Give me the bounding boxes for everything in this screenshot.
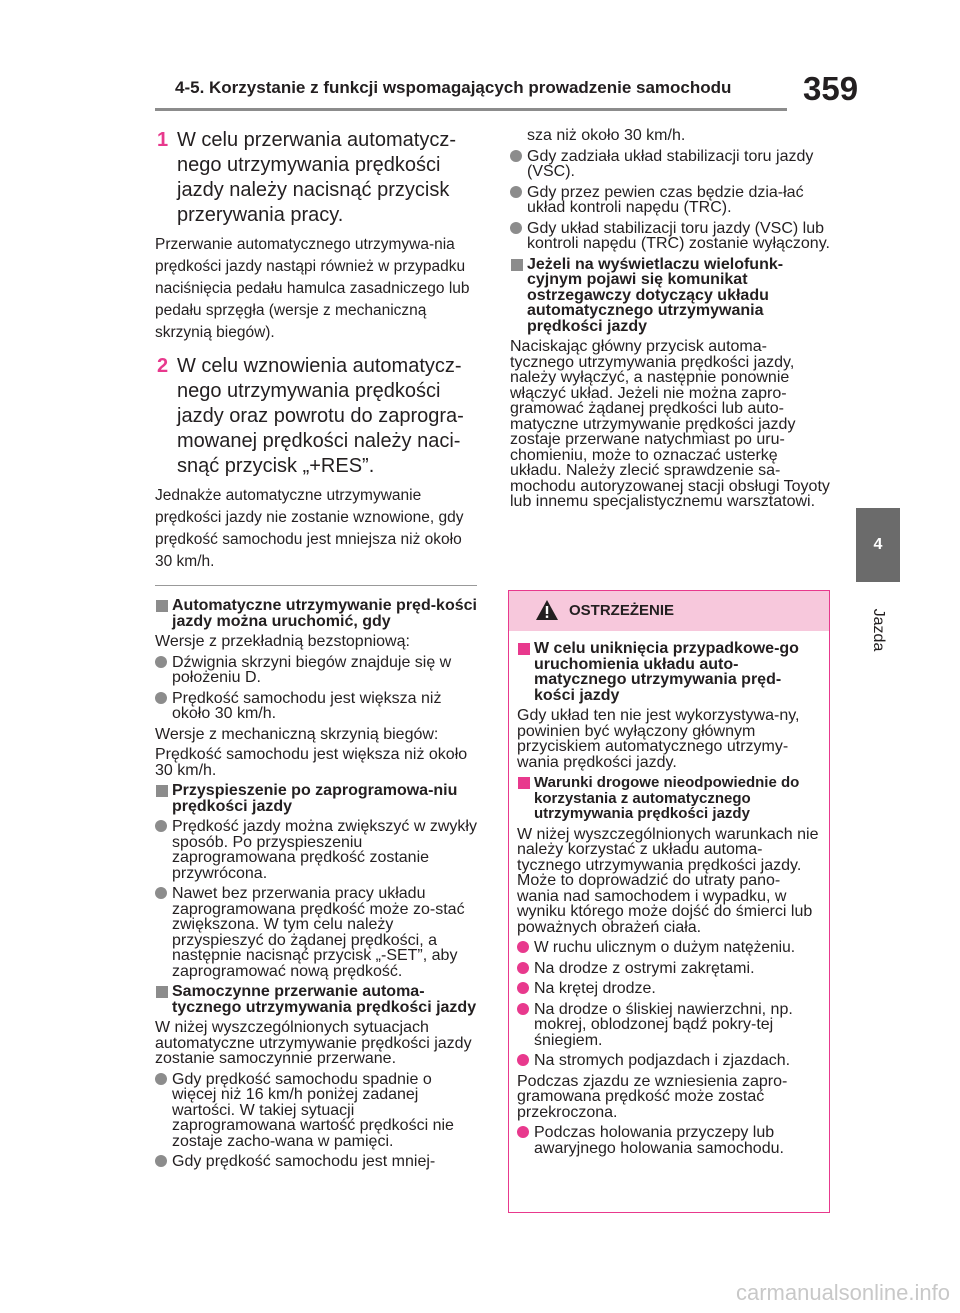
bullet-icon	[510, 186, 522, 198]
list-item	[155, 1072, 477, 1150]
bullet-icon	[155, 887, 167, 899]
section-title: Automatyczne utrzymywanie pręd-kości jazdy można uruchomić, gdy	[172, 597, 477, 630]
paragraph: W niżej wyszczególnionych warunkach nie należy korzystać z układu automa-tycznego utrzymywania prędkości jazdy. Może to doprowadzić do utraty pano-wania nad samochodem i wypadku, w wyniku którego może dojść do śmierci lub poważnych obrażeń ciała.	[517, 825, 819, 936]
list-item-text: W ruchu ulicznym o dużym natężeniu.	[534, 939, 796, 956]
section-title: Jeżeli na wyświetlaczu wielofunk-cyjnym pojawi się komunikat ostrzegawczy dotyczący układu automatycznego utrzymywania prędkości jazdy	[527, 255, 784, 335]
step-number: 1	[157, 129, 169, 151]
list-item-text: Dźwignia skrzyni biegów znajduje się w położeniu D.	[172, 653, 452, 686]
chapter-label-text: Jazda	[870, 608, 887, 652]
bullet-icon	[155, 692, 167, 704]
list-item	[510, 185, 830, 216]
section-heading	[155, 598, 477, 629]
list-item	[155, 691, 477, 722]
list-item-text: Prędkość jazdy można zwiększyć w zwykły sposób. Po przyspieszeniu zaprogramowana prędkość zostanie przywrócona.	[172, 818, 477, 882]
list-item-text: Na krętej drodze.	[534, 980, 656, 997]
list-item	[517, 1053, 821, 1069]
paragraph: W niżej wyszczególnionych sytuacjach automatyczne utrzymywanie prędkości jazdy zostanie samoczynnie przerwane.	[155, 1019, 472, 1067]
list-item-text: Prędkość samochodu jest większa niż około 30 km/h.	[172, 689, 442, 722]
step-note: Jednakże automatyczne utrzymywanie prędkości jazdy nie zostanie wznowione, gdy prędkość samochodu jest mniejsza niż około 30 km/h.	[155, 487, 464, 570]
running-header: 4-5. Korzystanie z funkcji wspomagających prowadzenie samochodu	[175, 78, 732, 97]
page-number: 359	[803, 70, 859, 107]
paragraph: Gdy układ ten nie jest wykorzystywa-ny, powinien być wyłączony głównym przyciskiem automatycznego utrzymy-wania prędkości jazdy.	[517, 707, 800, 771]
square-bullet-icon	[156, 785, 168, 797]
section-title: W celu uniknięcia przypadkowe-go uruchomienia układu auto-matycznego utrzymywania pręd-kości jazdy	[534, 640, 799, 704]
square-bullet-icon	[511, 259, 523, 271]
list-item	[155, 655, 477, 686]
header-rule	[155, 108, 787, 111]
paragraph: Prędkość samochodu jest większa niż około 30 km/h.	[155, 746, 468, 779]
bullet-icon	[155, 1155, 167, 1167]
step-2	[155, 354, 477, 479]
bullet-icon	[155, 1073, 167, 1085]
paragraph: Podczas zjazdu ze wzniesienia zapro-gramowana prędkość może zostać przekroczona.	[517, 1072, 788, 1121]
warning-title: OSTRZEŻENIE	[569, 602, 675, 619]
step-text: W celu wznowienia automatycz-nego utrzymywania prędkości jazdy oraz powrotu do zaprogra-mowanej prędkości należy naci-snąć przycisk „+RES”.	[177, 355, 464, 477]
left-column	[155, 128, 477, 1175]
square-bullet-icon	[518, 643, 530, 655]
step-number: 2	[157, 355, 169, 377]
list-item	[517, 1125, 821, 1156]
bullet-icon	[517, 1126, 529, 1138]
bullet-icon	[510, 222, 522, 234]
section-title: Przyspieszenie po zaprogramowa-niu prędkości jazdy	[172, 782, 458, 815]
list-item-text: Gdy układ stabilizacji toru jazdy (VSC) lub kontroli napędu (TRC) zostanie wyłączony.	[527, 219, 830, 252]
square-bullet-icon	[156, 986, 168, 998]
list-item	[517, 1002, 821, 1049]
chapter-tab[interactable]: 4	[856, 508, 900, 582]
list-item-text: Nawet bez przerwania pracy układu zaprogramowana prędkość może zo-stać zwiększona. W tym celu należy przyspieszyć do żądanej prędkości, a następnie nacisnąć przycisk „-SET”, aby zaprogramować nową prędkość.	[172, 885, 465, 980]
section-heading	[517, 775, 821, 822]
warning-icon	[535, 599, 559, 621]
section-heading	[517, 641, 821, 703]
bullet-icon	[517, 1003, 529, 1015]
list-item-text: Na drodze o śliskiej nawierzchni, np. mokrej, oblodzonej bądź pokry-tej śniegiem.	[534, 1000, 793, 1049]
step-note: Przerwanie automatycznego utrzymywa-nia prędkości jazdy nastąpi również w przypadku naciśnięcia pedału hamulca zasadniczego lub pedału sprzęgła (wersje z mechaniczną skrzynią biegów).	[155, 236, 470, 341]
paragraph: Naciskając główny przycisk automa-tycznego utrzymywania prędkości jazdy, należy wyłączyć, a następnie ponownie włączyć układ. Jeżeli nie można zapro-gramować żądanej prędkości lub auto-matyczne utrzymywanie prędkości jazdy zostaje przerwane natychmiast po uru-chomieniu, może to oznaczać usterkę układu. Należy zlecić sprawdzenie sa-mochodu autoryzowanej stacji obsługi Toyoty lub innemu specjalistycznemu warsztatowi.	[510, 338, 830, 510]
right-column	[510, 128, 830, 515]
section-divider	[155, 585, 477, 586]
step-text: W celu przerwania automatycz-nego utrzymywania prędkości jazdy należy nacisnąć przycisk przerywania pracy.	[177, 129, 456, 226]
section-title: Samoczynne przerwanie automa-tycznego utrzymywania prędkości jazdy	[172, 983, 477, 1016]
paragraph-continued: sza niż około 30 km/h.	[527, 127, 686, 144]
bullet-icon	[517, 982, 529, 994]
list-item	[155, 819, 477, 881]
bullet-icon	[510, 150, 522, 162]
square-bullet-icon	[518, 777, 530, 789]
list-item	[517, 981, 821, 997]
list-item	[510, 221, 830, 252]
paragraph: Wersje z przekładnią bezstopniową:	[155, 633, 410, 650]
warning-box	[508, 590, 830, 1213]
list-item-text: Podczas holowania przyczepy lub awaryjnego holowania samochodu.	[534, 1124, 784, 1157]
bullet-icon	[517, 962, 529, 974]
bullet-icon	[155, 820, 167, 832]
bullet-icon	[517, 941, 529, 953]
section-heading	[155, 984, 477, 1015]
paragraph: Wersje z mechaniczną skrzynią biegów:	[155, 725, 439, 743]
list-item-text: Na stromych podjazdach i zjazdach.	[534, 1052, 791, 1069]
square-bullet-icon	[156, 600, 168, 612]
step-1	[155, 128, 477, 228]
list-item-text: Gdy prędkość samochodu spadnie o więcej niż 16 km/h poniżej zadanej wartości. W takiej sytuacji zaprogramowana wartość prędkości nie zostaje zacho-wana w pamięci.	[172, 1070, 454, 1150]
section-heading	[510, 257, 830, 335]
chapter-label	[858, 595, 898, 665]
list-item-text: Gdy przez pewien czas będzie dzia-łać układ kontroli napędu (TRC).	[527, 183, 804, 216]
list-item-text: Gdy prędkość samochodu jest mniej-	[172, 1153, 436, 1170]
section-title: Warunki drogowe nieodpowiednie do korzystania z automatycznego utrzymywania prędkości jazdy	[534, 774, 800, 822]
watermark: carmanualsonline.info	[735, 1280, 950, 1305]
list-item	[155, 886, 477, 979]
bullet-icon	[155, 656, 167, 668]
section-heading	[155, 783, 477, 814]
list-item	[517, 961, 821, 977]
warning-header	[509, 591, 829, 631]
list-item	[510, 149, 830, 180]
list-item-text: Gdy zadziała układ stabilizacji toru jazdy (VSC).	[527, 147, 814, 180]
list-item	[155, 1154, 477, 1170]
warning-body	[509, 631, 829, 1156]
list-item-text: Na drodze z ostrymi zakrętami.	[534, 959, 755, 977]
bullet-icon	[517, 1054, 529, 1066]
list-item	[517, 940, 821, 956]
